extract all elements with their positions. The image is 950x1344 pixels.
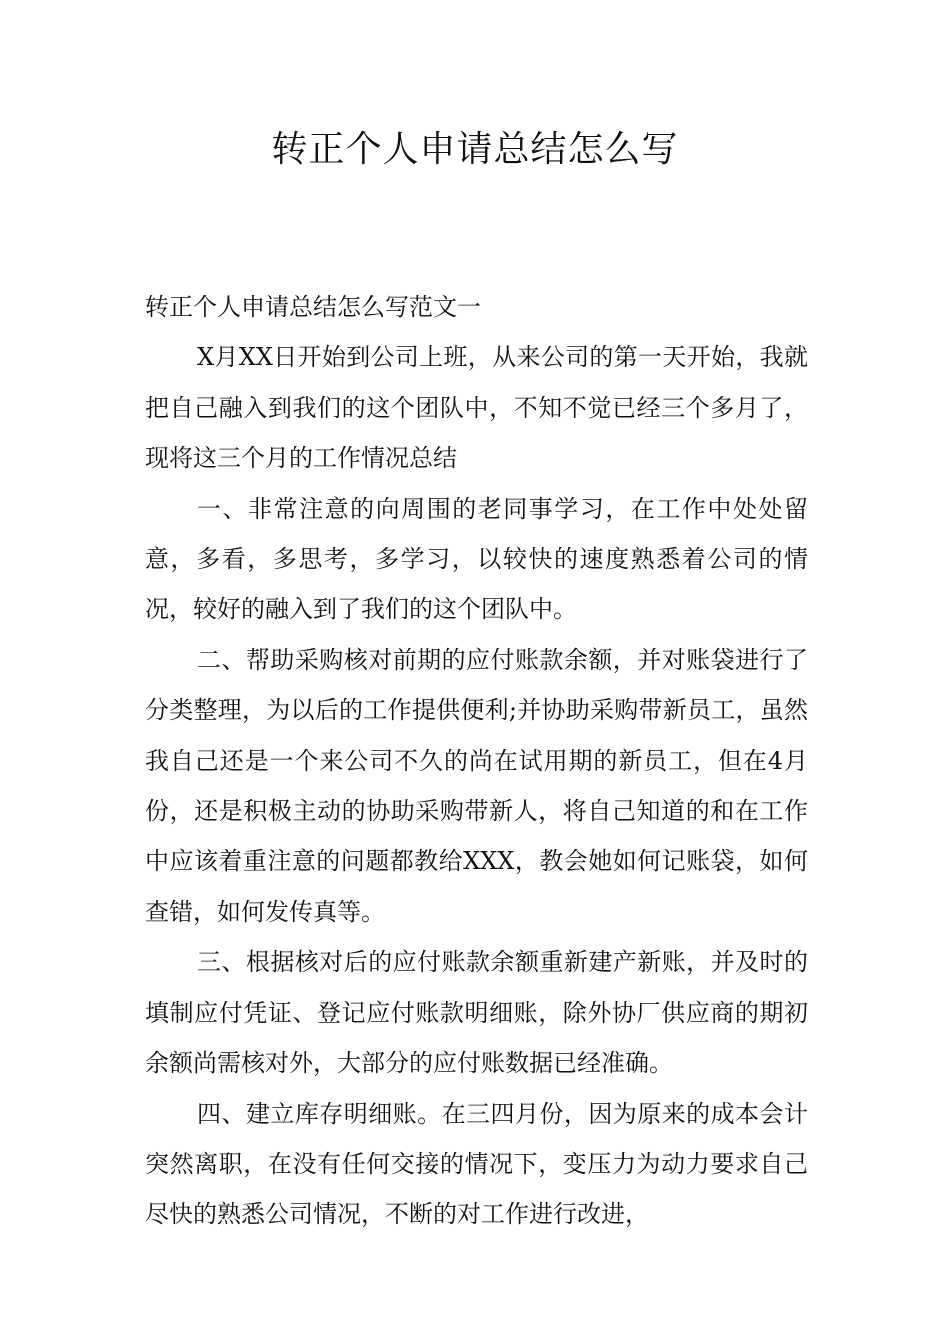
paragraph-point-2: 二、帮助采购核对前期的应付账款余额，并对账袋进行了分类整理，为以后的工作提供便利;并协助采购带新员工，虽然我自己还是一个来公司不久的尚在试用期的新员工，但在4月份，还是积极主动的协助采购带新人，将自己知道的和在工作中应该着重注意的问题都教给XXX，教会她如何记账袋，如何查错，如何发传真等。 [145, 645, 808, 926]
section-subtitle: 转正个人申请总结怎么写范文一 [145, 293, 481, 321]
paragraph-point-3: 三、根据核对后的应付账款余额重新建产新账，并及时的填制应付凭证、登记应付账款明细账，除外协厂供应商的期初余额尚需核对外，大部分的应付账数据已经准确。 [145, 948, 808, 1078]
document-title: 转正个人申请总结怎么写 [271, 129, 679, 170]
paragraph-point-1: 一、非常注意的向周围的老同事学习，在工作中处处留意，多看，多思考，多学习，以较快的速度熟悉着公司的情况，较好的融入到了我们的这个团队中。 [145, 494, 808, 624]
document-body [145, 282, 808, 1240]
paragraph-intro: X月XX日开始到公司上班，从来公司的第一天开始，我就把自己融入到我们的这个团队中，不知不觉已经三个多月了，现将这三个月的工作情况总结 [145, 343, 808, 473]
paragraph-point-4: 四、建立库存明细账。在三四月份，因为原来的成本会计突然离职，在没有任何交接的情况下，变压力为动力要求自己尽快的熟悉公司情况，不断的对工作进行改进， [145, 1099, 808, 1229]
